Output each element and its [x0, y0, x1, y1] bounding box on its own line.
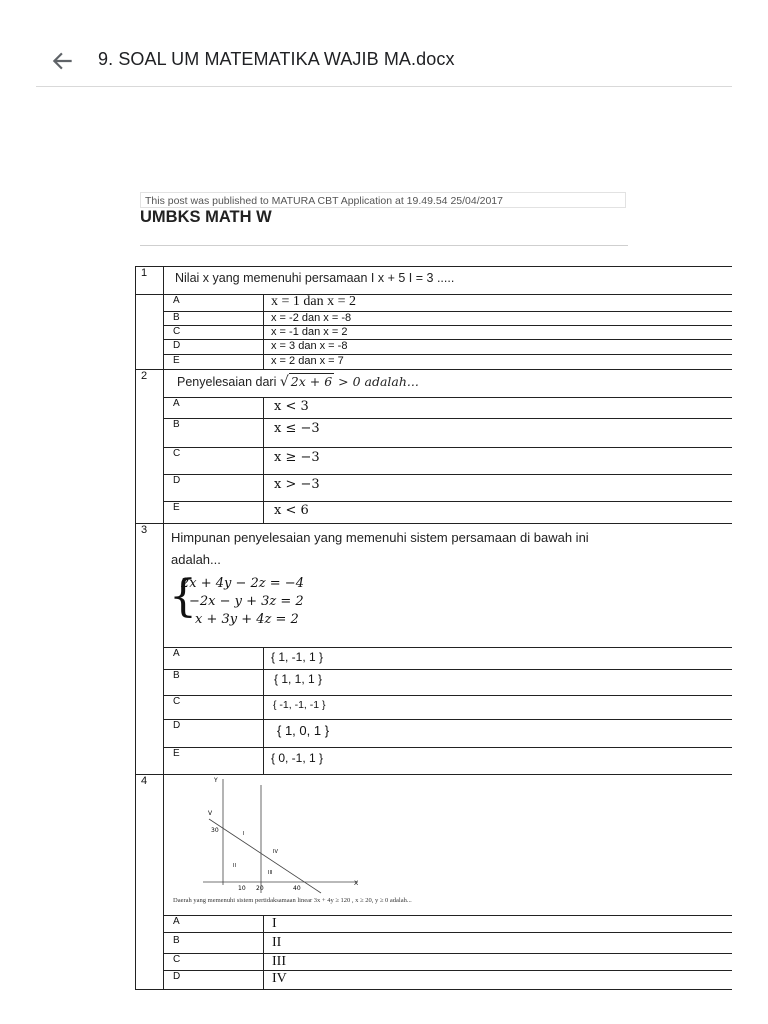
document-heading: UMBKS MATH W: [140, 208, 272, 226]
option-answer: { 1, -1, 1 }: [271, 650, 324, 664]
option-letter: D: [173, 340, 181, 351]
region-graph: [173, 775, 363, 897]
option-row: [163, 325, 732, 339]
radicand: 2x + 6: [290, 374, 333, 389]
option-letter: B: [173, 419, 180, 430]
option-letter: C: [173, 696, 181, 707]
option-answer: x = -1 dan x = 2: [271, 326, 348, 338]
region-label: IV: [273, 849, 278, 855]
option-row: [163, 915, 732, 932]
option-letter: B: [173, 935, 180, 946]
question-number: 1: [141, 267, 148, 279]
brace: {: [169, 571, 197, 622]
option-letter: D: [173, 971, 181, 982]
option-row: [163, 647, 732, 669]
option-row: [163, 747, 732, 774]
option-letter: C: [173, 326, 181, 337]
question-number: 2: [141, 370, 148, 382]
question-row: [135, 369, 732, 397]
sqrt-sign: √: [279, 374, 289, 390]
x-tick-label: 10: [238, 885, 246, 892]
option-letter: C: [173, 448, 181, 459]
option-letter: A: [173, 648, 180, 659]
question-text-prefix: Penyelesaian dari: [177, 375, 280, 389]
line-label: V: [208, 810, 213, 817]
back-arrow-icon[interactable]: [50, 48, 76, 74]
option-row: [163, 474, 732, 501]
y-tick-label: 30: [211, 827, 219, 834]
question-text: Nilai x yang memenuhi persamaan I x + 5 I = 3 .....: [175, 271, 455, 285]
app-bar: [36, 32, 732, 87]
document-title: 9. SOAL UM MATEMATIKA WAJIB MA.docx: [98, 49, 455, 69]
option-row: [163, 669, 732, 695]
x-tick-label: 40: [293, 885, 301, 892]
option-answer: { 1, 0, 1 }: [277, 723, 330, 738]
option-row: [163, 719, 732, 747]
option-letter: A: [173, 916, 180, 927]
option-answer: x ≤ −3: [274, 421, 320, 436]
equation-1: 2x + 4y − 2z = −4: [181, 576, 304, 591]
question-text-suffix: > 0 adalah...: [334, 374, 419, 389]
equation-3: x + 3y + 4z = 2: [195, 612, 299, 627]
region-label: III: [268, 870, 273, 876]
option-answer: x > −3: [274, 477, 320, 492]
question-text: [177, 374, 419, 390]
option-answer: x = 1 dan x = 2: [271, 294, 357, 309]
option-answer: { 1, 1, 1 }: [274, 672, 323, 686]
question-text-line2: adalah...: [171, 552, 221, 567]
x-tick-label: 20: [256, 885, 264, 892]
region-label: II: [233, 863, 236, 869]
question-row: [135, 266, 732, 294]
option-letter: B: [173, 312, 180, 323]
question-row: [135, 523, 732, 647]
option-row: [163, 418, 732, 447]
option-letter: E: [173, 355, 180, 366]
region-label: I: [243, 831, 245, 837]
option-answer: IV: [272, 971, 287, 986]
option-letter: D: [173, 720, 181, 731]
option-letter: D: [173, 475, 181, 486]
question-text-line1: Himpunan penyelesaian yang memenuhi sistem persamaan di bawah ini: [171, 530, 589, 545]
option-row: [163, 695, 732, 719]
question-row: [135, 774, 732, 915]
option-letter: A: [173, 398, 180, 409]
option-answer: x = 3 dan x = -8: [271, 340, 348, 352]
y-axis-label: Y: [214, 777, 218, 784]
x-axis-label: X: [354, 880, 359, 887]
option-answer: x = -2 dan x = -8: [271, 312, 352, 324]
option-answer: x < 3: [274, 399, 309, 414]
option-letter: B: [173, 670, 180, 681]
option-row: [163, 339, 732, 354]
divider: [140, 245, 628, 246]
option-row: [163, 953, 732, 970]
option-row: [163, 932, 732, 953]
option-row: [135, 294, 732, 311]
option-row: [163, 397, 732, 418]
option-row: [163, 501, 732, 523]
option-letter: E: [173, 502, 180, 513]
equation-2: −2x − y + 3z = 2: [189, 594, 304, 609]
option-answer: { -1, -1, -1 }: [273, 699, 326, 711]
option-letter: C: [173, 954, 181, 965]
option-row: [163, 311, 732, 325]
option-row: [163, 354, 732, 369]
question-number: 3: [141, 524, 148, 536]
option-row: [163, 447, 732, 474]
option-letter: E: [173, 748, 180, 759]
option-answer: x ≥ −3: [274, 450, 320, 465]
published-note: This post was published to MATURA CBT Application at 19.49.54 25/04/2017: [140, 192, 626, 208]
option-letter: A: [173, 295, 180, 306]
option-answer: II: [272, 935, 282, 950]
option-row: [163, 970, 732, 989]
option-answer: I: [272, 916, 277, 931]
question-number: 4: [141, 775, 148, 787]
option-answer: III: [272, 954, 286, 969]
option-answer: { 0, -1, 1 }: [271, 751, 324, 765]
option-answer: x < 6: [274, 503, 309, 518]
option-answer: x = 2 dan x = 7: [271, 355, 344, 367]
table-bottom-border: [135, 989, 732, 990]
graph-caption: Daerah yang memenuhi sistem pertidaksamaan linear 3x + 4y ≥ 120 , x ≥ 20, y ≥ 0 adalah...: [173, 897, 412, 904]
